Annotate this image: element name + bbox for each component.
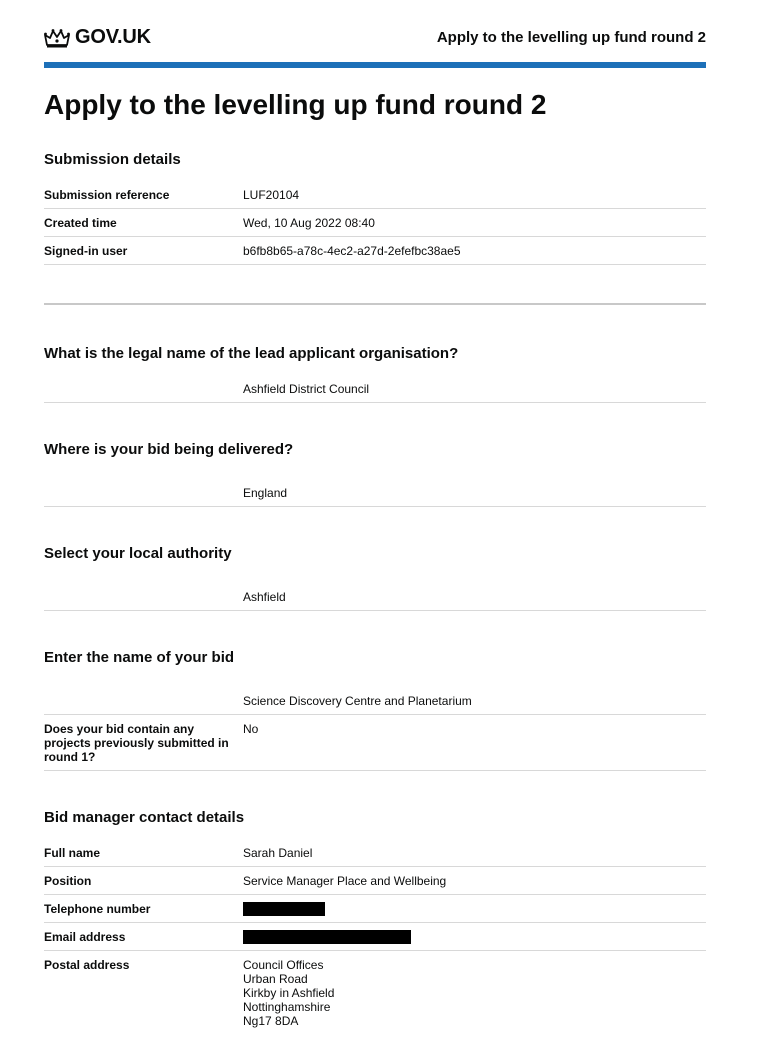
row-value: Sarah Daniel <box>243 845 313 860</box>
row-key: Postal address <box>44 957 130 972</box>
answer-legal-name <box>44 382 706 403</box>
row-value <box>243 902 706 916</box>
summary-row-signed-in-user <box>44 244 706 265</box>
row-key-empty <box>44 382 243 396</box>
answer-authority <box>44 590 706 611</box>
page-title: Apply to the levelling up fund round 2 <box>44 89 547 120</box>
row-key: Signed-in user <box>44 243 128 258</box>
answer-bid-name <box>44 694 706 715</box>
submission-details-heading: Submission details <box>44 150 181 168</box>
summary-row-email <box>44 930 706 951</box>
row-value: Ashfield <box>243 589 286 604</box>
section-divider <box>44 303 706 305</box>
contact-details-heading: Bid manager contact details <box>44 808 245 826</box>
question-bid-name-heading: Enter the name of your bid <box>44 648 235 666</box>
address-line: Council Offices <box>243 957 324 972</box>
question-delivery-heading: Where is your bid being delivered? <box>44 440 294 458</box>
govuk-logo-link[interactable] <box>44 26 151 49</box>
redaction-block <box>243 902 325 916</box>
row-key-empty <box>44 694 243 708</box>
summary-row-submission-reference <box>44 188 706 209</box>
summary-row-full-name <box>44 846 706 867</box>
row-value: Service Manager Place and Wellbeing <box>243 873 447 888</box>
address-line: Ng17 8DA <box>243 1013 299 1028</box>
address-line: Nottinghamshire <box>243 999 331 1014</box>
row-value <box>243 958 706 1028</box>
address-line: Kirkby in Ashfield <box>243 985 335 1000</box>
summary-row-postal-address <box>44 958 706 1034</box>
summary-row-telephone <box>44 902 706 923</box>
row-value: England <box>243 485 288 500</box>
row-key: Telephone number <box>44 901 151 916</box>
row-value: Wed, 10 Aug 2022 08:40 <box>243 215 375 230</box>
summary-row-created-time <box>44 216 706 237</box>
row-key: Full name <box>44 845 101 860</box>
row-value: No <box>243 721 259 736</box>
row-key: Does your bid contain any projects previously submitted in round 1? <box>44 721 229 764</box>
logo-text: GOV.UK <box>75 26 151 48</box>
row-value: b6fb8b65-a78c-4ec2-a27d-2efefbc38ae5 <box>243 243 461 258</box>
header-blue-bar <box>44 62 706 68</box>
row-key-empty <box>44 486 243 500</box>
row-key: Created time <box>44 215 117 230</box>
service-name-link[interactable]: Apply to the levelling up fund round 2 <box>436 29 706 46</box>
row-value: Ashfield District Council <box>243 381 370 396</box>
row-value: LUF20104 <box>243 187 300 202</box>
question-legal-name-heading: What is the legal name of the lead applicant organisation? <box>44 344 459 362</box>
row-key: Position <box>44 873 92 888</box>
row-value: Science Discovery Centre and Planetarium <box>243 693 472 708</box>
answer-round1 <box>44 722 706 771</box>
header <box>44 0 706 62</box>
row-key: Email address <box>44 929 126 944</box>
row-key: Submission reference <box>44 187 170 202</box>
summary-row-position <box>44 874 706 895</box>
page <box>44 0 706 1041</box>
answer-delivery <box>44 486 706 507</box>
row-key-empty <box>44 590 243 604</box>
redaction-block <box>243 930 411 944</box>
address-line: Urban Road <box>243 971 308 986</box>
question-authority-heading: Select your local authority <box>44 544 232 562</box>
row-value <box>243 930 706 944</box>
crown-icon <box>44 28 70 48</box>
